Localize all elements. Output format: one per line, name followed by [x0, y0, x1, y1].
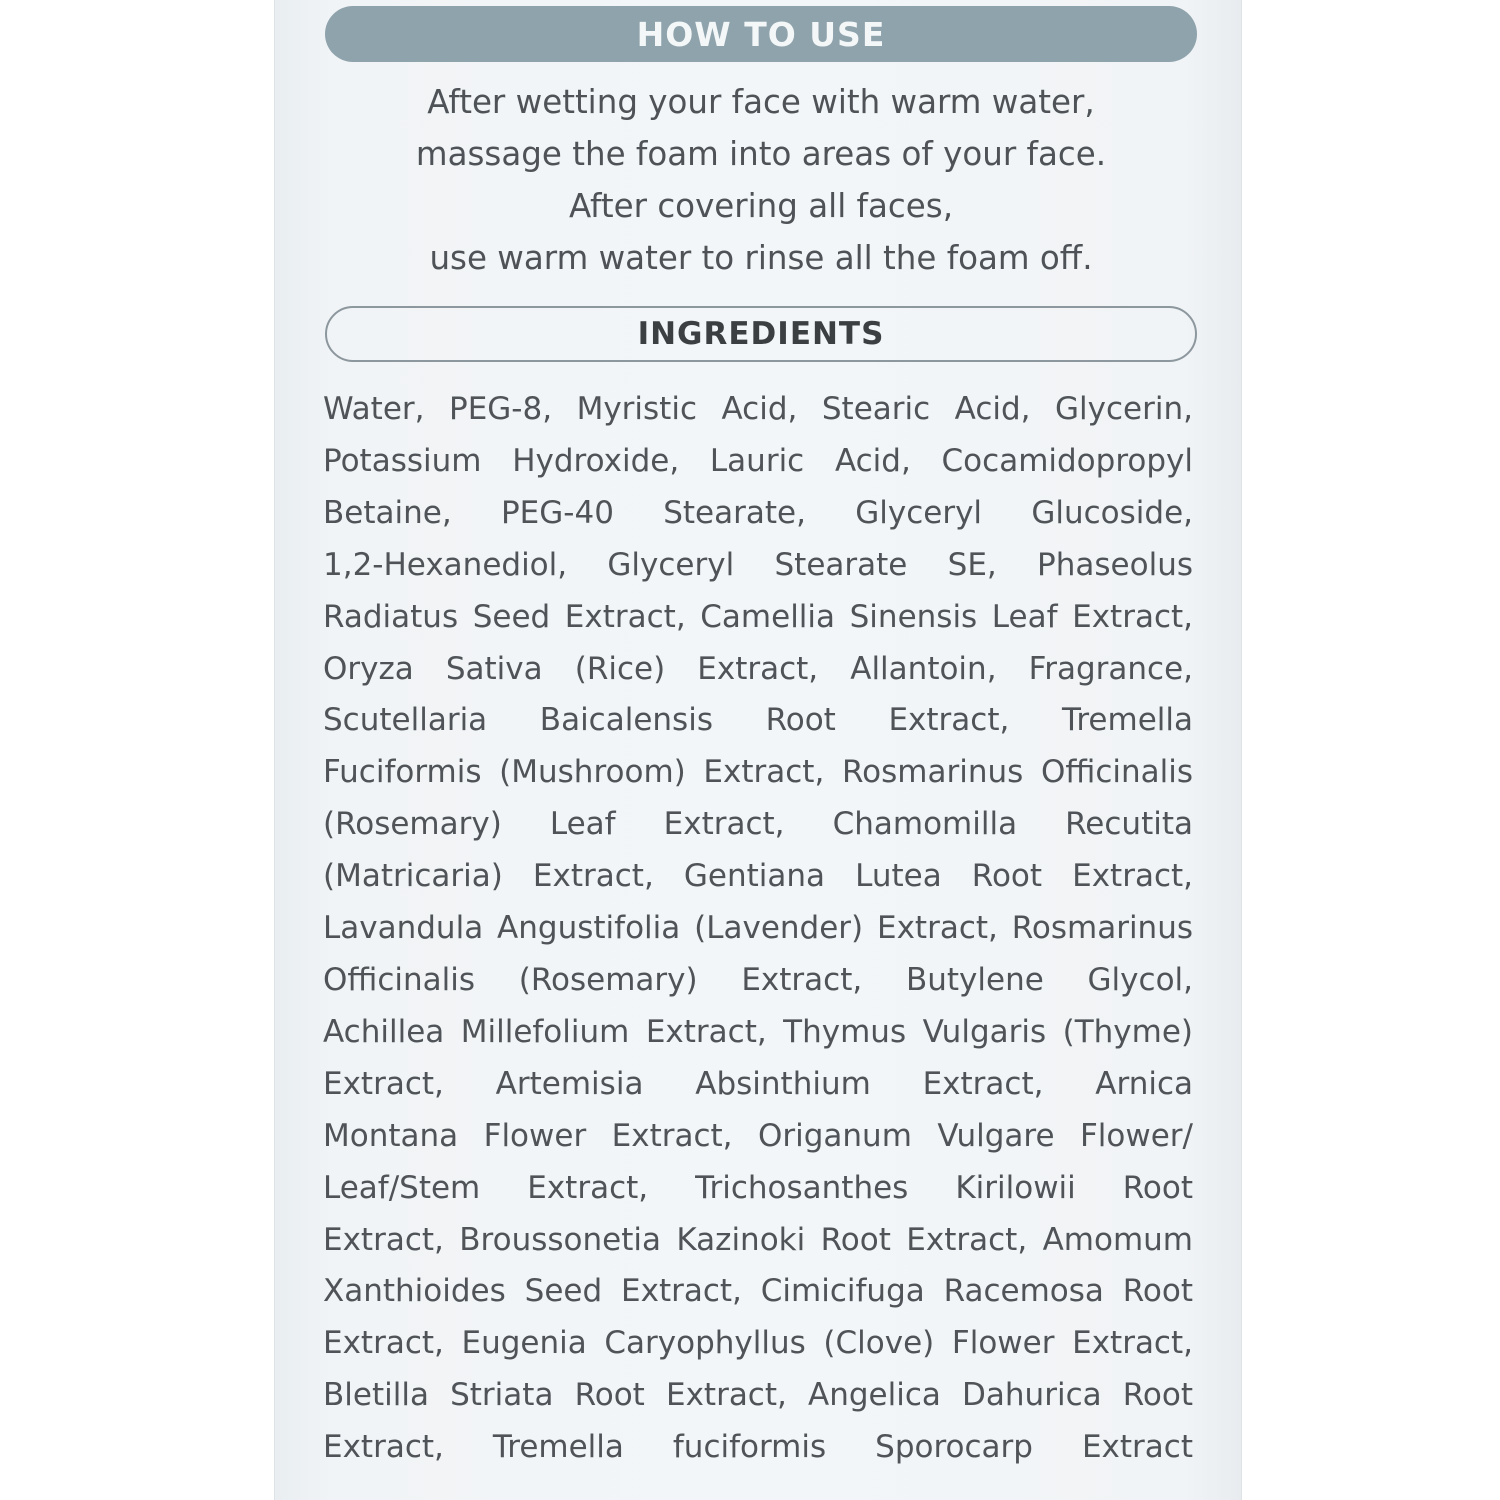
how-to-use-line: use warm water to rinse all the foam off. — [429, 239, 1093, 277]
ingredients-line: Extract, Eugenia Caryophyllus (Clove) Flower Extract, — [323, 1325, 1193, 1362]
ingredients-line: Bletilla Striata Root Extract, Angelica Dahurica Root — [323, 1377, 1193, 1414]
how-to-use-heading — [325, 6, 1197, 62]
how-to-use-line: massage the foam into areas of your face. — [415, 135, 1107, 173]
how-to-use-line: After wetting your face with warm water, — [427, 83, 1095, 121]
ingredients-line: (Rosemary) Leaf Extract, Chamomilla Recutita — [323, 806, 1193, 843]
ingredients-line: Fuciformis (Mushroom) Extract, Rosmarinus Officinalis — [323, 754, 1193, 791]
ingredients-line: 1,2-Hexanediol, Glyceryl Stearate SE, Phaseolus — [323, 546, 1193, 583]
ingredients-line: Extract, Tremella fuciformis Sporocarp Extract — [323, 1429, 1193, 1466]
ingredients-line: (Matricaria) Extract, Gentiana Lutea Root Extract, — [323, 858, 1193, 895]
ingredients-line: Xanthioides Seed Extract, Cimicifuga Racemosa Root — [323, 1273, 1193, 1310]
ingredients-line: Montana Flower Extract, Origanum Vulgare Flower/ — [323, 1117, 1193, 1154]
ingredients-line: Oryza Sativa (Rice) Extract, Allantoin, Fragrance, — [323, 650, 1193, 687]
how-to-use-heading-label: HOW TO USE — [636, 14, 886, 54]
ingredients-line: Water, PEG-8, Myristic Acid, Stearic Acid, Glycerin, — [323, 391, 1193, 427]
ingredients-line: Lavandula Angustifolia (Lavender) Extract, Rosmarinus — [323, 910, 1193, 947]
ingredients-line: Potassium Hydroxide, Lauric Acid, Cocamidopropyl — [323, 442, 1193, 479]
ingredients-line: Scutellaria Baicalensis Root Extract, Tremella — [323, 702, 1193, 739]
ingredients-line: Extract, Broussonetia Kazinoki Root Extract, Amomum — [323, 1221, 1193, 1258]
ingredients-list — [323, 384, 1193, 1474]
ingredients-line: Betaine, PEG-40 Stearate, Glyceryl Glucoside, — [323, 494, 1193, 531]
ingredients-heading — [325, 306, 1197, 362]
ingredients-heading-label: INGREDIENTS — [637, 316, 885, 352]
ingredients-line: Extract, Artemisia Absinthium Extract, Arnica — [323, 1065, 1193, 1102]
how-to-use-line: After covering all faces, — [568, 187, 954, 225]
how-to-use-instructions — [325, 76, 1197, 284]
ingredients-line: Radiatus Seed Extract, Camellia Sinensis Leaf Extract, — [323, 598, 1193, 635]
ingredients-line: Achillea Millefolium Extract, Thymus Vulgaris (Thyme) — [323, 1013, 1193, 1050]
ingredients-line: Officinalis (Rosemary) Extract, Butylene Glycol, — [323, 961, 1193, 998]
ingredients-line: Leaf/Stem Extract, Trichosanthes Kirilowii Root — [323, 1169, 1193, 1206]
